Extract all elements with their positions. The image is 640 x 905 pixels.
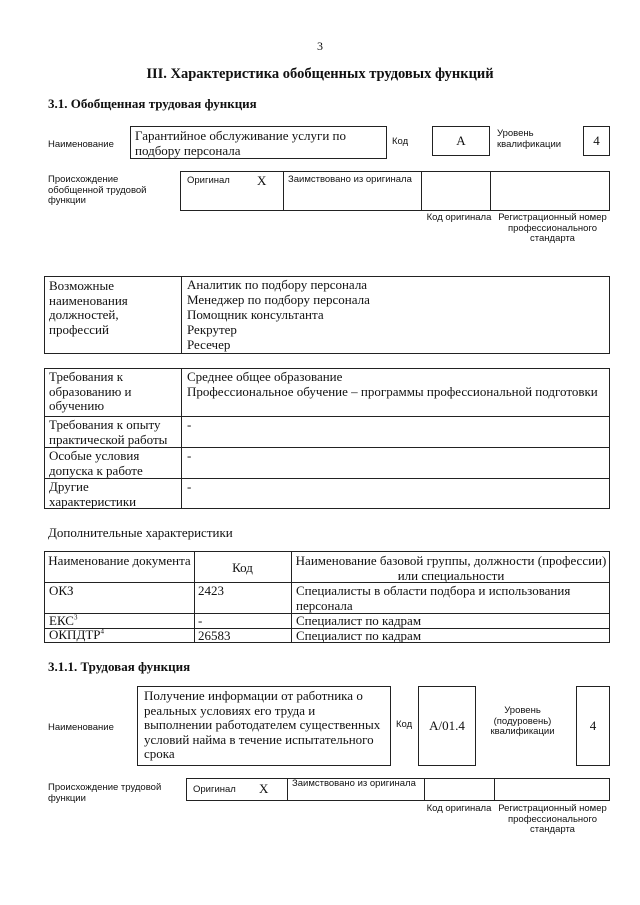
footnote-mark: 3 bbox=[73, 613, 78, 622]
section-title: III. Характеристика обобщенных трудовых функций bbox=[146, 66, 494, 82]
position-item: Помощник консультанта bbox=[187, 307, 324, 322]
col-header-name: Наименование базовой группы, должности (профессии) или специальности bbox=[295, 553, 607, 583]
req-special-label: Особые условия допуска к работе bbox=[49, 448, 143, 478]
position-item: Менеджер по подбору персонала bbox=[187, 292, 370, 307]
gtf-code-original-caption: Код оригинала bbox=[426, 212, 492, 223]
req-education-value: Среднее общее образование bbox=[187, 369, 343, 384]
tf-borrowed-label: Заимствовано из оригинала bbox=[292, 778, 416, 789]
gtf-name-value: Гарантийное обслуживание услуги по подбору персонала bbox=[135, 128, 346, 158]
gtf-name-box bbox=[130, 126, 387, 159]
tf-name-box bbox=[137, 686, 391, 766]
page-number: 3 bbox=[317, 39, 323, 53]
tf-original-mark: X bbox=[259, 781, 269, 796]
col-header-document: Наименование документа bbox=[48, 553, 191, 568]
tf-code-original-caption: Код оригинала bbox=[426, 803, 492, 814]
additional-table bbox=[44, 551, 610, 643]
positions-label: Возможные наименования должностей, профессий bbox=[49, 278, 128, 337]
table-row-doc: ОКПДТР$^4$ bbox=[49, 627, 104, 642]
table-row-code: 26583 bbox=[198, 628, 231, 643]
table-row-doc: ОКЗ bbox=[49, 583, 74, 598]
gtf-code-label: Код bbox=[392, 136, 409, 147]
req-special-value: - bbox=[187, 448, 192, 463]
table-row-name: Специалисты в области подбора и использования персонала bbox=[296, 583, 571, 613]
gtf-origin-label: Происхождение обобщенной трудовой функции bbox=[48, 174, 147, 207]
tf-name-label: Наименование bbox=[48, 722, 114, 733]
gtf-original-mark: X bbox=[257, 173, 267, 188]
col-header-code: Код bbox=[232, 560, 253, 575]
position-item: Аналитик по подбору персонала bbox=[187, 277, 368, 292]
table-row-code: 2423 bbox=[198, 583, 224, 598]
gtf-level-box bbox=[583, 126, 610, 156]
position-item: Ресечер bbox=[187, 337, 231, 352]
gtf-code-box bbox=[432, 126, 490, 156]
req-experience-value: - bbox=[187, 417, 192, 432]
req-other-value: - bbox=[187, 479, 192, 494]
table-row-code: - bbox=[198, 613, 203, 628]
gtf-borrowed-label: Заимствовано из оригинала bbox=[288, 174, 412, 185]
additional-heading: Дополнительные характеристики bbox=[48, 525, 233, 540]
requirements-table bbox=[44, 368, 610, 509]
gtf-heading: 3.1. Обобщенная трудовая функция bbox=[48, 96, 257, 111]
req-other-label: Другие характеристики bbox=[49, 479, 137, 509]
req-education-value: Профессиональное обучение – программы профессиональной подготовки bbox=[187, 384, 598, 399]
tf-level-value: 4 bbox=[589, 718, 597, 733]
positions-table bbox=[44, 276, 610, 354]
gtf-original-label: Оригинал bbox=[187, 175, 230, 186]
footnote-mark: 4 bbox=[100, 627, 104, 636]
table-row-doc: ЕКС$^3$ bbox=[49, 613, 78, 628]
tf-code-value: А/01.4 bbox=[429, 718, 465, 733]
req-experience-label: Требования к опыту практической работы bbox=[49, 417, 168, 447]
req-education-label: Требования к образованию и обучению bbox=[49, 369, 132, 414]
tf-origin-label: Происхождение трудовой функции bbox=[48, 782, 162, 804]
tf-origin-table bbox=[186, 778, 610, 801]
gtf-level-label: Уровень квалификации bbox=[497, 128, 562, 150]
tf-reg-number-caption: Регистрационный номер профессионального стандарта bbox=[498, 803, 607, 836]
gtf-reg-number-caption: Регистрационный номер профессионального стандарта bbox=[498, 212, 607, 245]
gtf-origin-table bbox=[180, 171, 610, 211]
table-row-name: Специалист по кадрам bbox=[296, 613, 422, 628]
table-row-name: Специалист по кадрам bbox=[296, 628, 422, 643]
tf-level-box bbox=[576, 686, 610, 766]
gtf-name-label: Наименование bbox=[48, 139, 114, 150]
gtf-code-value: А bbox=[456, 133, 466, 148]
position-item: Рекрутер bbox=[187, 322, 237, 337]
tf-heading: 3.1.1. Трудовая функция bbox=[48, 659, 191, 674]
tf-name-value: Получение информации от работника о реальных условиях его труда и выполнении работодателем существенных условий найма в течение испытательного срока bbox=[144, 688, 381, 762]
tf-original-label: Оригинал bbox=[193, 784, 236, 795]
tf-level-label: Уровень (подуровень) квалификации bbox=[490, 705, 555, 738]
tf-code-label: Код bbox=[396, 719, 413, 730]
tf-code-box bbox=[418, 686, 476, 766]
gtf-level-value: 4 bbox=[593, 133, 600, 148]
